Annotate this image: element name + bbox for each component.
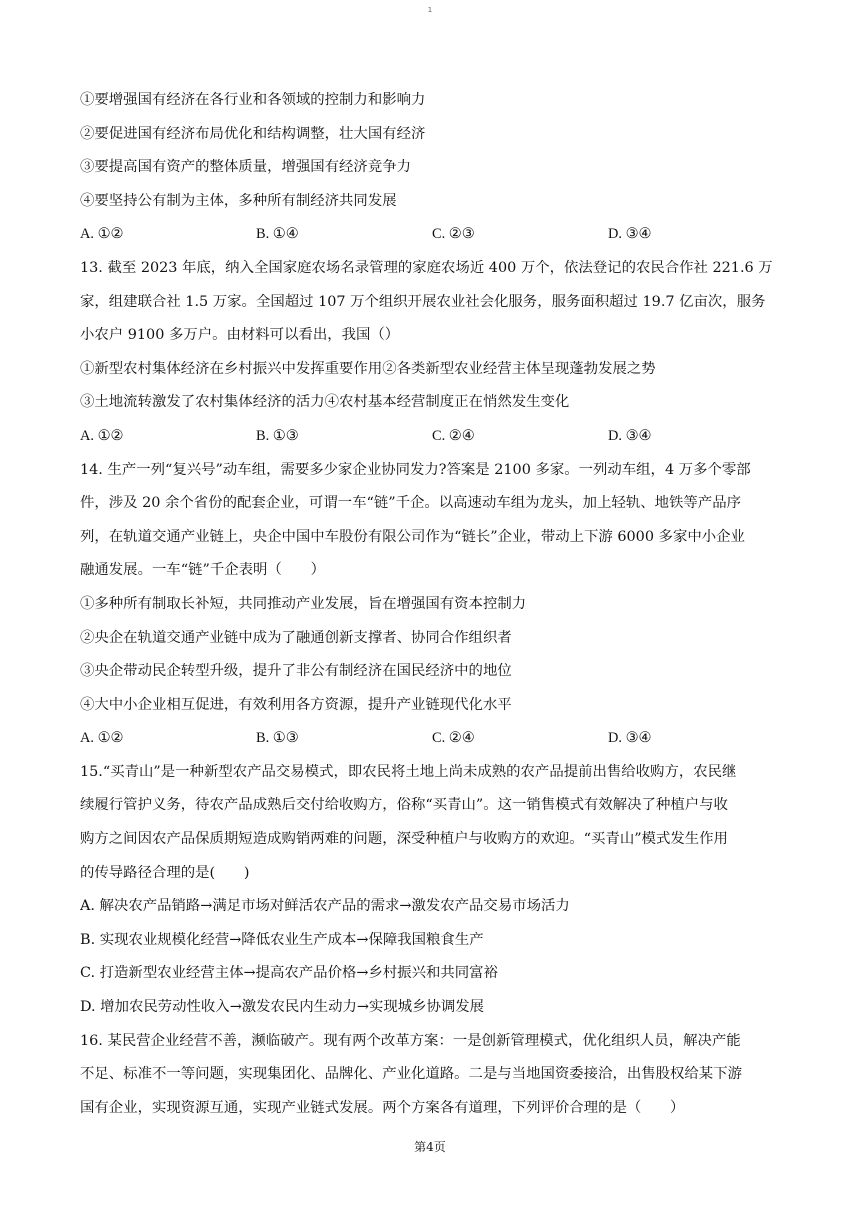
question-14-statements bbox=[80, 588, 785, 722]
choice-b[interactable]: B. 实现农业规模化经营→降低农业生产成本→保障我国粮食生产 bbox=[80, 931, 484, 948]
question-14-stem bbox=[80, 454, 785, 588]
stem-line: 家，组建联合社 1.5 万家。全国超过 107 万个组织开展农业社会化服务，服务面积超过 19.7 亿亩次，服务 bbox=[80, 293, 766, 310]
stem-line: 15.“买青山”是一种新型农产品交易模式，即农民将土地上尚未成熟的农产品提前出售给收购方，农民继 bbox=[80, 763, 737, 780]
stem-line: 国有企业，实现资源互通，实现产业链式发展。两个方案各有道理，下列评价合理的是（ ） bbox=[80, 1099, 685, 1116]
question-15-stem bbox=[80, 756, 785, 890]
statement: ②央企在轨道交通产业链中成为了融通创新支撑者、协同合作组织者 bbox=[80, 629, 512, 646]
choice-a[interactable]: A. 解决农产品销路→满足市场对鲜活农产品的需求→激发农产品交易市场活力 bbox=[80, 898, 570, 915]
stem-line: 不足、标准不一等问题，实现集团化、品牌化、产业化道路。二是与当地国资委接洽，出售股权给某下游 bbox=[80, 1066, 742, 1083]
question-15-choices bbox=[80, 890, 785, 1024]
option-d[interactable]: D. ③④ bbox=[608, 226, 652, 243]
option-a[interactable]: A. ①② bbox=[80, 427, 124, 444]
choice-c[interactable]: C. 打造新型农业经营主体→提高农产品价格→乡村振兴和共同富裕 bbox=[80, 965, 498, 982]
question-13-options bbox=[80, 420, 785, 454]
stem-line: 融通发展。一车“链”千企表明（ ） bbox=[80, 562, 325, 579]
option-d[interactable]: D. ③④ bbox=[608, 427, 652, 444]
page-number: 第4页 bbox=[414, 1140, 446, 1154]
statement: ④要坚持公有制为主体，多种所有制经济共同发展 bbox=[80, 192, 397, 209]
question-13-stem bbox=[80, 252, 785, 353]
choice-d[interactable]: D. 增加农民劳动性收入→激发农民内生动力→实现城乡协调发展 bbox=[80, 999, 485, 1016]
option-c[interactable]: C. ②③ bbox=[432, 226, 475, 243]
statement: ④大中小企业相互促进，有效利用各方资源，提升产业链现代化水平 bbox=[80, 696, 512, 713]
statement: ③央企带动民企转型升级，提升了非公有制经济在国民经济中的地位 bbox=[80, 663, 512, 680]
stem-line: 的传导路径合理的是( ) bbox=[80, 864, 250, 881]
statement: ③土地流转激发了农村集体经济的活力④农村基本经营制度正在悄然发生变化 bbox=[80, 394, 570, 411]
statement: ①多种所有制取长补短，共同推动产业发展，旨在增强国有资本控制力 bbox=[80, 595, 527, 612]
question-16-stem bbox=[80, 1025, 785, 1126]
stem-line: 购方之间因农产品保质期短造成购销两难的问题，深受种植户与收购方的欢迎。“买青山”模式发生作用 bbox=[80, 831, 728, 848]
option-b[interactable]: B. ①④ bbox=[256, 226, 299, 243]
question-14-options bbox=[80, 722, 785, 756]
exam-content bbox=[80, 84, 785, 1125]
question-12-options bbox=[80, 218, 785, 252]
question-13-statements bbox=[80, 353, 785, 420]
top-page-mark: 1 bbox=[427, 6, 433, 14]
option-c[interactable]: C. ②④ bbox=[432, 730, 475, 747]
stem-line: 小农户 9100 多万户。由材料可以看出，我国（） bbox=[80, 327, 400, 344]
stem-line: 16. 某民营企业经营不善，濒临破产。现有两个改革方案：一是创新管理模式，优化组织人员，解决产能 bbox=[80, 1032, 741, 1049]
stem-line: 件，涉及 20 余个省份的配套企业，可谓一车“链”千企。以高速动车组为龙头，加上轻轨、地铁等产品序 bbox=[80, 495, 741, 512]
statement: ③要提高国有资产的整体质量，增强国有经济竞争力 bbox=[80, 159, 411, 176]
option-c[interactable]: C. ②④ bbox=[432, 427, 475, 444]
option-b[interactable]: B. ①③ bbox=[256, 730, 299, 747]
question-12-statements bbox=[80, 84, 785, 218]
option-a[interactable]: A. ①② bbox=[80, 730, 124, 747]
statement: ①要增强国有经济在各行业和各领域的控制力和影响力 bbox=[80, 92, 426, 108]
statement: ①新型农村集体经济在乡村振兴中发挥重要作用②各类新型农业经营主体呈现蓬勃发展之势 bbox=[80, 360, 656, 377]
option-a[interactable]: A. ①② bbox=[80, 226, 124, 243]
option-d[interactable]: D. ③④ bbox=[608, 730, 652, 747]
stem-line: 续履行管护义务，待农产品成熟后交付给收购方，俗称“买青山”。这一销售模式有效解决了种植户与收 bbox=[80, 797, 728, 814]
stem-line: 13. 截至 2023 年底，纳入全国家庭农场名录管理的家庭农场近 400 万个，依法登记的农民合作社 221.6 万 bbox=[80, 259, 773, 276]
stem-line: 14. 生产一列“复兴号”动车组，需要多少家企业协同发力?答案是 2100 多家。一列动车组，4 万多个零部 bbox=[80, 461, 751, 478]
statement: ②要促进国有经济布局优化和结构调整，壮大国有经济 bbox=[80, 125, 426, 142]
stem-line: 列，在轨道交通产业链上，央企中国中车股份有限公司作为“链长”企业，带动上下游 6000 多家中小企业 bbox=[80, 528, 745, 545]
option-b[interactable]: B. ①③ bbox=[256, 427, 299, 444]
